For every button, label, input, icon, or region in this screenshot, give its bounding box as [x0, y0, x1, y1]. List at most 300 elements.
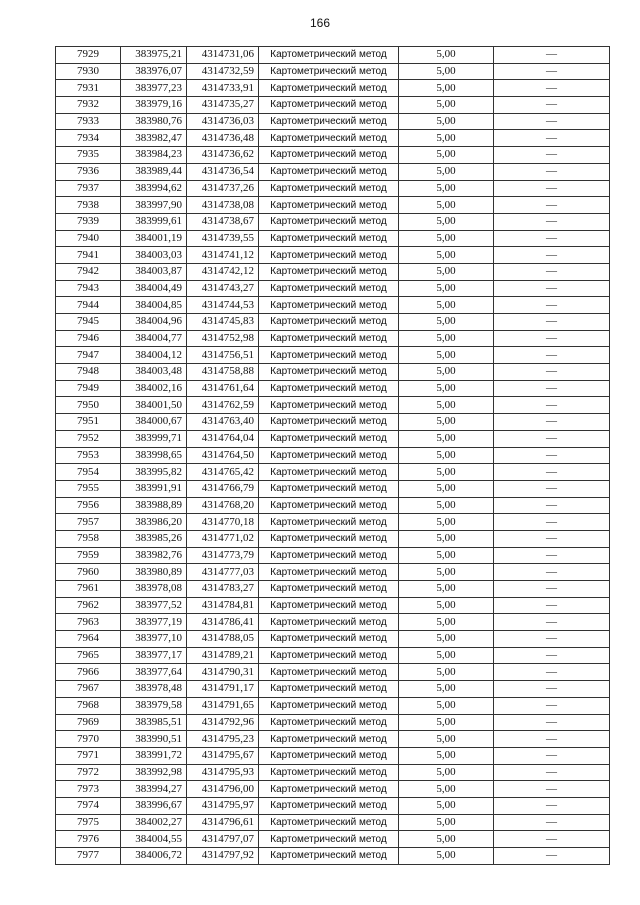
accuracy-cell: 5,00 — [399, 848, 494, 865]
x-coordinate-cell: 383977,10 — [121, 631, 187, 648]
accuracy-cell: 5,00 — [399, 430, 494, 447]
method-cell: Картометрический метод — [259, 747, 399, 764]
point-number-cell: 7932 — [56, 97, 121, 114]
x-coordinate-cell: 383979,58 — [121, 697, 187, 714]
point-number-cell: 7973 — [56, 781, 121, 798]
accuracy-cell: 5,00 — [399, 714, 494, 731]
table-row — [56, 280, 610, 297]
y-coordinate-cell: 4314795,97 — [187, 797, 259, 814]
point-number-cell: 7959 — [56, 547, 121, 564]
x-coordinate-cell: 384001,50 — [121, 397, 187, 414]
point-number-cell: 7958 — [56, 530, 121, 547]
accuracy-cell: 5,00 — [399, 781, 494, 798]
x-coordinate-cell: 383994,62 — [121, 180, 187, 197]
y-coordinate-cell: 4314768,20 — [187, 497, 259, 514]
table-body — [56, 47, 610, 865]
table-row — [56, 297, 610, 314]
x-coordinate-cell: 384003,48 — [121, 364, 187, 381]
y-coordinate-cell: 4314739,55 — [187, 230, 259, 247]
x-coordinate-cell: 383977,17 — [121, 647, 187, 664]
y-coordinate-cell: 4314795,93 — [187, 764, 259, 781]
note-cell: — — [494, 797, 610, 814]
table-row — [56, 397, 610, 414]
accuracy-cell: 5,00 — [399, 564, 494, 581]
y-coordinate-cell: 4314736,03 — [187, 113, 259, 130]
method-cell: Картометрический метод — [259, 581, 399, 598]
point-number-cell: 7936 — [56, 163, 121, 180]
y-coordinate-cell: 4314771,02 — [187, 530, 259, 547]
method-cell: Картометрический метод — [259, 230, 399, 247]
method-cell: Картометрический метод — [259, 764, 399, 781]
table-row — [56, 147, 610, 164]
point-number-cell: 7962 — [56, 597, 121, 614]
method-cell: Картометрический метод — [259, 297, 399, 314]
point-number-cell: 7957 — [56, 514, 121, 531]
x-coordinate-cell: 383985,51 — [121, 714, 187, 731]
y-coordinate-cell: 4314737,26 — [187, 180, 259, 197]
method-cell: Картометрический метод — [259, 797, 399, 814]
note-cell: — — [494, 197, 610, 214]
table-row — [56, 597, 610, 614]
note-cell: — — [494, 480, 610, 497]
method-cell: Картометрический метод — [259, 113, 399, 130]
point-number-cell: 7970 — [56, 731, 121, 748]
method-cell: Картометрический метод — [259, 514, 399, 531]
method-cell: Картометрический метод — [259, 731, 399, 748]
table-row — [56, 347, 610, 364]
x-coordinate-cell: 383995,82 — [121, 464, 187, 481]
y-coordinate-cell: 4314735,27 — [187, 97, 259, 114]
x-coordinate-cell: 383986,20 — [121, 514, 187, 531]
x-coordinate-cell: 383992,98 — [121, 764, 187, 781]
y-coordinate-cell: 4314765,42 — [187, 464, 259, 481]
y-coordinate-cell: 4314766,79 — [187, 480, 259, 497]
accuracy-cell: 5,00 — [399, 731, 494, 748]
table-row — [56, 731, 610, 748]
x-coordinate-cell: 384002,16 — [121, 380, 187, 397]
note-cell: — — [494, 831, 610, 848]
table-row — [56, 364, 610, 381]
note-cell: — — [494, 163, 610, 180]
x-coordinate-cell: 384003,87 — [121, 263, 187, 280]
x-coordinate-cell: 383989,44 — [121, 163, 187, 180]
point-number-cell: 7975 — [56, 814, 121, 831]
x-coordinate-cell: 383978,48 — [121, 681, 187, 698]
accuracy-cell: 5,00 — [399, 230, 494, 247]
y-coordinate-cell: 4314736,48 — [187, 130, 259, 147]
x-coordinate-cell: 383980,89 — [121, 564, 187, 581]
accuracy-cell: 5,00 — [399, 330, 494, 347]
y-coordinate-cell: 4314763,40 — [187, 414, 259, 431]
method-cell: Картометрический метод — [259, 347, 399, 364]
table-row — [56, 581, 610, 598]
point-number-cell: 7950 — [56, 397, 121, 414]
accuracy-cell: 5,00 — [399, 280, 494, 297]
y-coordinate-cell: 4314742,12 — [187, 263, 259, 280]
x-coordinate-cell: 383988,89 — [121, 497, 187, 514]
point-number-cell: 7972 — [56, 764, 121, 781]
method-cell: Картометрический метод — [259, 614, 399, 631]
accuracy-cell: 5,00 — [399, 63, 494, 80]
accuracy-cell: 5,00 — [399, 47, 494, 64]
point-number-cell: 7937 — [56, 180, 121, 197]
note-cell: — — [494, 547, 610, 564]
accuracy-cell: 5,00 — [399, 180, 494, 197]
method-cell: Картометрический метод — [259, 247, 399, 264]
x-coordinate-cell: 384006,72 — [121, 848, 187, 865]
method-cell: Картометрический метод — [259, 414, 399, 431]
method-cell: Картометрический метод — [259, 380, 399, 397]
accuracy-cell: 5,00 — [399, 597, 494, 614]
table-row — [56, 714, 610, 731]
accuracy-cell: 5,00 — [399, 397, 494, 414]
method-cell: Картометрический метод — [259, 80, 399, 97]
x-coordinate-cell: 383977,23 — [121, 80, 187, 97]
accuracy-cell: 5,00 — [399, 414, 494, 431]
note-cell: — — [494, 681, 610, 698]
point-number-cell: 7929 — [56, 47, 121, 64]
x-coordinate-cell: 383975,21 — [121, 47, 187, 64]
x-coordinate-cell: 384000,67 — [121, 414, 187, 431]
y-coordinate-cell: 4314741,12 — [187, 247, 259, 264]
note-cell: — — [494, 497, 610, 514]
table-row — [56, 547, 610, 564]
point-number-cell: 7935 — [56, 147, 121, 164]
table-row — [56, 97, 610, 114]
accuracy-cell: 5,00 — [399, 380, 494, 397]
point-number-cell: 7968 — [56, 697, 121, 714]
point-number-cell: 7931 — [56, 80, 121, 97]
note-cell: — — [494, 347, 610, 364]
accuracy-cell: 5,00 — [399, 130, 494, 147]
point-number-cell: 7977 — [56, 848, 121, 865]
accuracy-cell: 5,00 — [399, 163, 494, 180]
y-coordinate-cell: 4314761,64 — [187, 380, 259, 397]
y-coordinate-cell: 4314744,53 — [187, 297, 259, 314]
y-coordinate-cell: 4314784,81 — [187, 597, 259, 614]
y-coordinate-cell: 4314764,50 — [187, 447, 259, 464]
y-coordinate-cell: 4314736,62 — [187, 147, 259, 164]
table-row — [56, 113, 610, 130]
note-cell: — — [494, 664, 610, 681]
note-cell: — — [494, 263, 610, 280]
accuracy-cell: 5,00 — [399, 97, 494, 114]
method-cell: Картометрический метод — [259, 597, 399, 614]
y-coordinate-cell: 4314773,79 — [187, 547, 259, 564]
method-cell: Картометрический метод — [259, 697, 399, 714]
accuracy-cell: 5,00 — [399, 480, 494, 497]
note-cell: — — [494, 314, 610, 331]
point-number-cell: 7960 — [56, 564, 121, 581]
accuracy-cell: 5,00 — [399, 113, 494, 130]
note-cell: — — [494, 380, 610, 397]
y-coordinate-cell: 4314790,31 — [187, 664, 259, 681]
table-row — [56, 47, 610, 64]
y-coordinate-cell: 4314764,04 — [187, 430, 259, 447]
point-number-cell: 7956 — [56, 497, 121, 514]
accuracy-cell: 5,00 — [399, 814, 494, 831]
accuracy-cell: 5,00 — [399, 647, 494, 664]
point-number-cell: 7944 — [56, 297, 121, 314]
x-coordinate-cell: 383996,67 — [121, 797, 187, 814]
method-cell: Картометрический метод — [259, 480, 399, 497]
table-row — [56, 797, 610, 814]
x-coordinate-cell: 383990,51 — [121, 731, 187, 748]
coordinates-table — [55, 46, 610, 865]
point-number-cell: 7939 — [56, 213, 121, 230]
accuracy-cell: 5,00 — [399, 831, 494, 848]
note-cell: — — [494, 280, 610, 297]
accuracy-cell: 5,00 — [399, 314, 494, 331]
note-cell: — — [494, 113, 610, 130]
x-coordinate-cell: 383984,23 — [121, 147, 187, 164]
note-cell: — — [494, 447, 610, 464]
y-coordinate-cell: 4314789,21 — [187, 647, 259, 664]
x-coordinate-cell: 383977,64 — [121, 664, 187, 681]
method-cell: Картометрический метод — [259, 647, 399, 664]
point-number-cell: 7938 — [56, 197, 121, 214]
x-coordinate-cell: 383978,08 — [121, 581, 187, 598]
y-coordinate-cell: 4314736,54 — [187, 163, 259, 180]
method-cell: Картометрический метод — [259, 831, 399, 848]
method-cell: Картометрический метод — [259, 714, 399, 731]
point-number-cell: 7969 — [56, 714, 121, 731]
x-coordinate-cell: 383982,76 — [121, 547, 187, 564]
method-cell: Картометрический метод — [259, 430, 399, 447]
point-number-cell: 7974 — [56, 797, 121, 814]
note-cell: — — [494, 364, 610, 381]
table-row — [56, 497, 610, 514]
y-coordinate-cell: 4314792,96 — [187, 714, 259, 731]
table-row — [56, 647, 610, 664]
accuracy-cell: 5,00 — [399, 681, 494, 698]
y-coordinate-cell: 4314756,51 — [187, 347, 259, 364]
x-coordinate-cell: 383985,26 — [121, 530, 187, 547]
method-cell: Картометрический метод — [259, 180, 399, 197]
accuracy-cell: 5,00 — [399, 797, 494, 814]
x-coordinate-cell: 383977,52 — [121, 597, 187, 614]
table-row — [56, 414, 610, 431]
point-number-cell: 7952 — [56, 430, 121, 447]
y-coordinate-cell: 4314770,18 — [187, 514, 259, 531]
method-cell: Картометрический метод — [259, 681, 399, 698]
table-row — [56, 564, 610, 581]
point-number-cell: 7940 — [56, 230, 121, 247]
y-coordinate-cell: 4314797,92 — [187, 848, 259, 865]
accuracy-cell: 5,00 — [399, 547, 494, 564]
y-coordinate-cell: 4314791,65 — [187, 697, 259, 714]
point-number-cell: 7954 — [56, 464, 121, 481]
x-coordinate-cell: 383979,16 — [121, 97, 187, 114]
table-row — [56, 514, 610, 531]
page-number: 166 — [309, 16, 331, 30]
x-coordinate-cell: 384004,85 — [121, 297, 187, 314]
table-row — [56, 480, 610, 497]
table-row — [56, 747, 610, 764]
note-cell: — — [494, 330, 610, 347]
accuracy-cell: 5,00 — [399, 213, 494, 230]
point-number-cell: 7951 — [56, 414, 121, 431]
note-cell: — — [494, 747, 610, 764]
table-row — [56, 447, 610, 464]
note-cell: — — [494, 614, 610, 631]
accuracy-cell: 5,00 — [399, 530, 494, 547]
method-cell: Картометрический метод — [259, 213, 399, 230]
method-cell: Картометрический метод — [259, 147, 399, 164]
table-row — [56, 781, 610, 798]
method-cell: Картометрический метод — [259, 280, 399, 297]
method-cell: Картометрический метод — [259, 547, 399, 564]
point-number-cell: 7942 — [56, 263, 121, 280]
y-coordinate-cell: 4314783,27 — [187, 581, 259, 598]
method-cell: Картометрический метод — [259, 163, 399, 180]
y-coordinate-cell: 4314786,41 — [187, 614, 259, 631]
accuracy-cell: 5,00 — [399, 631, 494, 648]
table-row — [56, 380, 610, 397]
x-coordinate-cell: 383997,90 — [121, 197, 187, 214]
table-row — [56, 314, 610, 331]
note-cell: — — [494, 597, 610, 614]
note-cell: — — [494, 63, 610, 80]
note-cell: — — [494, 247, 610, 264]
accuracy-cell: 5,00 — [399, 347, 494, 364]
table-row — [56, 530, 610, 547]
x-coordinate-cell: 383991,91 — [121, 480, 187, 497]
note-cell: — — [494, 464, 610, 481]
method-cell: Картометрический метод — [259, 330, 399, 347]
x-coordinate-cell: 384004,77 — [121, 330, 187, 347]
y-coordinate-cell: 4314762,59 — [187, 397, 259, 414]
note-cell: — — [494, 564, 610, 581]
y-coordinate-cell: 4314795,67 — [187, 747, 259, 764]
point-number-cell: 7941 — [56, 247, 121, 264]
point-number-cell: 7953 — [56, 447, 121, 464]
note-cell: — — [494, 530, 610, 547]
note-cell: — — [494, 397, 610, 414]
accuracy-cell: 5,00 — [399, 263, 494, 280]
x-coordinate-cell: 383999,61 — [121, 213, 187, 230]
table-row — [56, 764, 610, 781]
table-row — [56, 330, 610, 347]
x-coordinate-cell: 383998,65 — [121, 447, 187, 464]
x-coordinate-cell: 384002,27 — [121, 814, 187, 831]
x-coordinate-cell: 383999,71 — [121, 430, 187, 447]
note-cell: — — [494, 848, 610, 865]
accuracy-cell: 5,00 — [399, 80, 494, 97]
point-number-cell: 7976 — [56, 831, 121, 848]
accuracy-cell: 5,00 — [399, 464, 494, 481]
y-coordinate-cell: 4314743,27 — [187, 280, 259, 297]
table-row — [56, 247, 610, 264]
note-cell: — — [494, 781, 610, 798]
accuracy-cell: 5,00 — [399, 514, 494, 531]
accuracy-cell: 5,00 — [399, 747, 494, 764]
note-cell: — — [494, 764, 610, 781]
accuracy-cell: 5,00 — [399, 497, 494, 514]
note-cell: — — [494, 230, 610, 247]
table-row — [56, 814, 610, 831]
accuracy-cell: 5,00 — [399, 247, 494, 264]
x-coordinate-cell: 384004,96 — [121, 314, 187, 331]
table-row — [56, 430, 610, 447]
accuracy-cell: 5,00 — [399, 614, 494, 631]
method-cell: Картометрический метод — [259, 314, 399, 331]
note-cell: — — [494, 213, 610, 230]
x-coordinate-cell: 384004,12 — [121, 347, 187, 364]
y-coordinate-cell: 4314758,88 — [187, 364, 259, 381]
y-coordinate-cell: 4314752,98 — [187, 330, 259, 347]
note-cell: — — [494, 97, 610, 114]
method-cell: Картометрический метод — [259, 447, 399, 464]
x-coordinate-cell: 383982,47 — [121, 130, 187, 147]
point-number-cell: 7965 — [56, 647, 121, 664]
note-cell: — — [494, 147, 610, 164]
method-cell: Картометрический метод — [259, 497, 399, 514]
y-coordinate-cell: 4314777,03 — [187, 564, 259, 581]
table-row — [56, 63, 610, 80]
point-number-cell: 7947 — [56, 347, 121, 364]
point-number-cell: 7966 — [56, 664, 121, 681]
table-row — [56, 163, 610, 180]
y-coordinate-cell: 4314791,17 — [187, 681, 259, 698]
method-cell: Картометрический метод — [259, 664, 399, 681]
table-row — [56, 614, 610, 631]
note-cell: — — [494, 180, 610, 197]
point-number-cell: 7964 — [56, 631, 121, 648]
table-row — [56, 230, 610, 247]
point-number-cell: 7955 — [56, 480, 121, 497]
note-cell: — — [494, 130, 610, 147]
x-coordinate-cell: 383976,07 — [121, 63, 187, 80]
y-coordinate-cell: 4314731,06 — [187, 47, 259, 64]
method-cell: Картометрический метод — [259, 197, 399, 214]
accuracy-cell: 5,00 — [399, 664, 494, 681]
accuracy-cell: 5,00 — [399, 447, 494, 464]
point-number-cell: 7967 — [56, 681, 121, 698]
x-coordinate-cell: 384004,55 — [121, 831, 187, 848]
method-cell: Картометрический метод — [259, 530, 399, 547]
x-coordinate-cell: 383991,72 — [121, 747, 187, 764]
method-cell: Картометрический метод — [259, 263, 399, 280]
y-coordinate-cell: 4314796,00 — [187, 781, 259, 798]
x-coordinate-cell: 383977,19 — [121, 614, 187, 631]
table-row — [56, 80, 610, 97]
method-cell: Картометрический метод — [259, 130, 399, 147]
note-cell: — — [494, 731, 610, 748]
y-coordinate-cell: 4314745,83 — [187, 314, 259, 331]
table-row — [56, 664, 610, 681]
method-cell: Картометрический метод — [259, 781, 399, 798]
y-coordinate-cell: 4314732,59 — [187, 63, 259, 80]
table-row — [56, 197, 610, 214]
accuracy-cell: 5,00 — [399, 364, 494, 381]
table-row — [56, 631, 610, 648]
note-cell: — — [494, 647, 610, 664]
note-cell: — — [494, 697, 610, 714]
table-row — [56, 848, 610, 865]
note-cell: — — [494, 414, 610, 431]
point-number-cell: 7943 — [56, 280, 121, 297]
x-coordinate-cell: 383980,76 — [121, 113, 187, 130]
y-coordinate-cell: 4314796,61 — [187, 814, 259, 831]
table-row — [56, 681, 610, 698]
note-cell: — — [494, 47, 610, 64]
accuracy-cell: 5,00 — [399, 197, 494, 214]
method-cell: Картометрический метод — [259, 848, 399, 865]
accuracy-cell: 5,00 — [399, 764, 494, 781]
table-row — [56, 263, 610, 280]
point-number-cell: 7961 — [56, 581, 121, 598]
